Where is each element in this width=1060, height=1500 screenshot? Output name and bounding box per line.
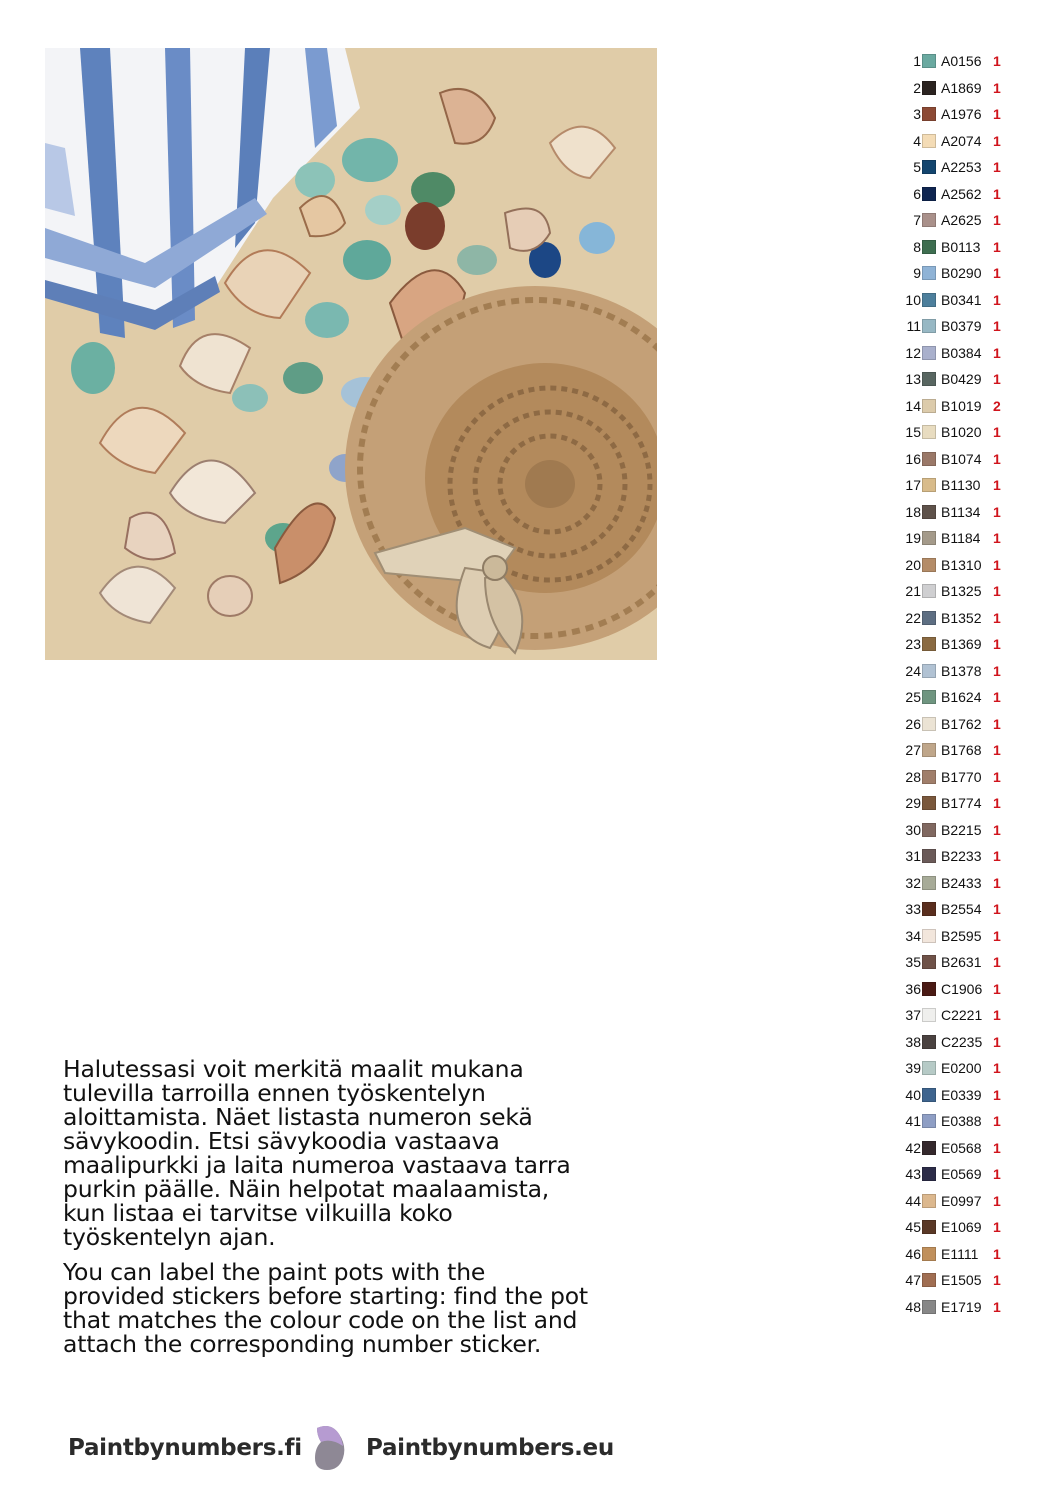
- palette-number: 23: [905, 636, 921, 653]
- palette-row: [896, 552, 1026, 579]
- palette-number: 18: [905, 503, 921, 520]
- palette-quantity: 1: [993, 1166, 1001, 1183]
- palette-swatch: [922, 187, 936, 201]
- palette-row: [896, 419, 1026, 446]
- palette-swatch: [922, 81, 936, 95]
- palette-quantity: 1: [993, 132, 1001, 149]
- palette-quantity: 1: [993, 503, 1001, 520]
- palette-swatch: [922, 240, 936, 254]
- palette-number: 14: [905, 397, 921, 414]
- palette-number: 28: [905, 768, 921, 785]
- brand-fi-link[interactable]: Paintbynumbers.fi: [68, 1435, 302, 1461]
- palette-swatch: [922, 107, 936, 121]
- palette-swatch: [922, 1247, 936, 1261]
- palette-quantity: 2: [993, 397, 1001, 414]
- palette-quantity: 1: [993, 1086, 1001, 1103]
- palette-quantity: 1: [993, 1192, 1001, 1209]
- palette-number: 24: [905, 662, 921, 679]
- instructions-english: You can label the paint pots with the provided stickers before starting: find the pot that matches the colour code on the list and attach the corresponding number sticker.: [63, 1258, 588, 1358]
- palette-quantity: 1: [993, 901, 1001, 918]
- palette-number: 37: [905, 1007, 921, 1024]
- palette-number: 9: [913, 265, 921, 282]
- palette-swatch: [922, 584, 936, 598]
- palette-code: A2625: [941, 212, 982, 229]
- palette-swatch: [922, 293, 936, 307]
- instructions: [63, 1057, 593, 1367]
- palette-code: E1505: [941, 1272, 982, 1289]
- artwork-preview-image: [45, 48, 657, 660]
- palette-code: C1906: [941, 980, 983, 997]
- palette-row: [896, 1294, 1026, 1321]
- palette-code: B0384: [941, 344, 982, 361]
- palette-swatch: [922, 505, 936, 519]
- palette-row: [896, 75, 1026, 102]
- palette-code: E1719: [941, 1298, 982, 1315]
- palette-quantity: 1: [993, 371, 1001, 388]
- palette-quantity: 1: [993, 980, 1001, 997]
- palette-number: 46: [905, 1245, 921, 1262]
- palette-code: B1020: [941, 424, 982, 441]
- palette-quantity: 1: [993, 79, 1001, 96]
- palette-code: B1134: [941, 503, 981, 520]
- palette-number: 5: [913, 159, 921, 176]
- palette-row: [896, 790, 1026, 817]
- palette-code: B1310: [941, 556, 982, 573]
- palette-row: [896, 843, 1026, 870]
- palette-quantity: 1: [993, 159, 1001, 176]
- palette-row: [896, 870, 1026, 897]
- palette-number: 34: [905, 927, 921, 944]
- palette-quantity: 1: [993, 1007, 1001, 1024]
- palette-number: 6: [913, 185, 921, 202]
- palette-quantity: 1: [993, 795, 1001, 812]
- palette-row: [896, 1002, 1026, 1029]
- palette-number: 13: [905, 371, 921, 388]
- palette-quantity: 1: [993, 185, 1001, 202]
- palette-number: 8: [913, 238, 921, 255]
- palette-number: 12: [905, 344, 921, 361]
- palette-quantity: 1: [993, 662, 1001, 679]
- palette-swatch: [922, 664, 936, 678]
- palette-row: [896, 154, 1026, 181]
- palette-number: 17: [905, 477, 921, 494]
- palette-swatch: [922, 1061, 936, 1075]
- palette-row: [896, 366, 1026, 393]
- palette-code: C2221: [941, 1007, 983, 1024]
- palette-code: E0388: [941, 1113, 982, 1130]
- palette-quantity: 1: [993, 424, 1001, 441]
- palette-number: 7: [913, 212, 921, 229]
- instructions-finnish: Halutessasi voit merkitä maalit mukana tulevilla tarroilla ennen työskentelyn aloittamista. Näet listasta numeron sekä sävykoodin. Etsi sävykoodia vastaava maalipurkki ja laita numeroa vastaava tarra purkin päälle. Näin helpotat maalaamista, kun listaa ei tarvitse vilkuilla koko työskentelyn ajan.: [63, 1055, 571, 1251]
- palette-row: [896, 207, 1026, 234]
- colour-palette-list: [896, 48, 1026, 1320]
- palette-number: 27: [905, 742, 921, 759]
- palette-row: [896, 976, 1026, 1003]
- palette-code: B2554: [941, 901, 982, 918]
- palette-swatch: [922, 213, 936, 227]
- palette-code: A2074: [941, 132, 982, 149]
- palette-quantity: 1: [993, 1245, 1001, 1262]
- palette-number: 43: [905, 1166, 921, 1183]
- palette-swatch: [922, 743, 936, 757]
- palette-row: [896, 1188, 1026, 1215]
- palette-number: 11: [906, 318, 921, 335]
- palette-code: B1019: [941, 397, 982, 414]
- palette-quantity: 1: [993, 583, 1001, 600]
- palette-code: B1762: [941, 715, 982, 732]
- palette-number: 15: [905, 424, 921, 441]
- palette-row: [896, 605, 1026, 632]
- palette-swatch: [922, 1114, 936, 1128]
- palette-row: [896, 1161, 1026, 1188]
- palette-number: 38: [905, 1033, 921, 1050]
- palette-swatch: [922, 1220, 936, 1234]
- palette-swatch: [922, 372, 936, 386]
- palette-quantity: 1: [993, 1113, 1001, 1130]
- palette-quantity: 1: [993, 53, 1001, 70]
- palette-swatch: [922, 319, 936, 333]
- palette-quantity: 1: [993, 768, 1001, 785]
- palette-number: 22: [905, 609, 921, 626]
- palette-code: B0379: [941, 318, 982, 335]
- brand-eu-link[interactable]: Paintbynumbers.eu: [366, 1435, 614, 1461]
- palette-number: 21: [905, 583, 921, 600]
- palette-quantity: 1: [993, 106, 1001, 123]
- palette-code: B2433: [941, 874, 982, 891]
- palette-quantity: 1: [993, 238, 1001, 255]
- palette-row: [896, 1267, 1026, 1294]
- palette-code: B1378: [941, 662, 982, 679]
- palette-code: E0200: [941, 1060, 982, 1077]
- palette-quantity: 1: [993, 636, 1001, 653]
- palette-code: A1869: [941, 79, 982, 96]
- palette-quantity: 1: [993, 742, 1001, 759]
- palette-row: [896, 181, 1026, 208]
- palette-row: [896, 684, 1026, 711]
- palette-swatch: [922, 637, 936, 651]
- palette-swatch: [922, 770, 936, 784]
- palette-number: 45: [905, 1219, 921, 1236]
- palette-row: [896, 446, 1026, 473]
- palette-code: E0568: [941, 1139, 982, 1156]
- palette-code: B2215: [941, 821, 982, 838]
- palette-code: E1111: [941, 1245, 979, 1262]
- palette-swatch: [922, 346, 936, 360]
- palette-number: 44: [905, 1192, 921, 1209]
- palette-row: [896, 472, 1026, 499]
- palette-number: 16: [905, 450, 921, 467]
- palette-swatch: [922, 1194, 936, 1208]
- palette-number: 42: [905, 1139, 921, 1156]
- palette-row: [896, 764, 1026, 791]
- palette-code: E0997: [941, 1192, 982, 1209]
- palette-row: [896, 1082, 1026, 1109]
- palette-quantity: 1: [993, 954, 1001, 971]
- palette-row: [896, 578, 1026, 605]
- palette-quantity: 1: [993, 450, 1001, 467]
- palette-quantity: 1: [993, 265, 1001, 282]
- palette-swatch: [922, 160, 936, 174]
- palette-row: [896, 896, 1026, 923]
- palette-swatch: [922, 399, 936, 413]
- palette-quantity: 1: [993, 689, 1001, 706]
- palette-swatch: [922, 982, 936, 996]
- palette-swatch: [922, 266, 936, 280]
- palette-code: B1074: [941, 450, 982, 467]
- palette-number: 31: [905, 848, 921, 865]
- palette-row: [896, 234, 1026, 261]
- palette-number: 48: [905, 1298, 921, 1315]
- palette-number: 35: [905, 954, 921, 971]
- palette-swatch: [922, 1035, 936, 1049]
- palette-number: 4: [913, 132, 921, 149]
- palette-number: 1: [913, 53, 921, 70]
- palette-quantity: 1: [993, 1139, 1001, 1156]
- palette-quantity: 1: [993, 1033, 1001, 1050]
- palette-swatch: [922, 955, 936, 969]
- palette-row: [896, 1055, 1026, 1082]
- palette-code: A2253: [941, 159, 982, 176]
- palette-swatch: [922, 1300, 936, 1314]
- palette-code: B1184: [941, 530, 981, 547]
- palette-code: B2631: [941, 954, 982, 971]
- palette-swatch: [922, 902, 936, 916]
- palette-swatch: [922, 478, 936, 492]
- palette-code: B2233: [941, 848, 982, 865]
- palette-number: 33: [905, 901, 921, 918]
- palette-number: 32: [905, 874, 921, 891]
- palette-swatch: [922, 796, 936, 810]
- palette-swatch: [922, 1088, 936, 1102]
- palette-number: 29: [905, 795, 921, 812]
- palette-code: B1325: [941, 583, 982, 600]
- palette-row: [896, 499, 1026, 526]
- palette-row: [896, 711, 1026, 738]
- palette-swatch: [922, 876, 936, 890]
- palette-number: 25: [905, 689, 921, 706]
- palette-code: A1976: [941, 106, 982, 123]
- palette-swatch: [922, 611, 936, 625]
- palette-code: B0290: [941, 265, 982, 282]
- palette-number: 3: [913, 106, 921, 123]
- palette-row: [896, 817, 1026, 844]
- palette-row: [896, 1214, 1026, 1241]
- palette-code: E0569: [941, 1166, 982, 1183]
- palette-number: 2: [913, 79, 921, 96]
- palette-row: [896, 101, 1026, 128]
- palette-row: [896, 260, 1026, 287]
- palette-quantity: 1: [993, 1060, 1001, 1077]
- palette-row: [896, 1135, 1026, 1162]
- palette-quantity: 1: [993, 291, 1001, 308]
- palette-code: B1369: [941, 636, 982, 653]
- palette-quantity: 1: [993, 344, 1001, 361]
- palette-swatch: [922, 717, 936, 731]
- palette-quantity: 1: [993, 556, 1001, 573]
- palette-number: 36: [905, 980, 921, 997]
- palette-quantity: 1: [993, 821, 1001, 838]
- palette-number: 41: [905, 1113, 921, 1130]
- palette-number: 26: [905, 715, 921, 732]
- palette-row: [896, 287, 1026, 314]
- palette-row: [896, 340, 1026, 367]
- palette-swatch: [922, 1273, 936, 1287]
- palette-row: [896, 313, 1026, 340]
- palette-code: A0156: [941, 53, 982, 70]
- palette-row: [896, 737, 1026, 764]
- palette-number: 19: [905, 530, 921, 547]
- palette-code: B0341: [941, 291, 982, 308]
- paint-drop-logo-icon: [309, 1424, 349, 1472]
- palette-code: B2595: [941, 927, 982, 944]
- footer: [0, 1420, 660, 1480]
- palette-quantity: 1: [993, 530, 1001, 547]
- palette-swatch: [922, 452, 936, 466]
- palette-quantity: 1: [993, 318, 1001, 335]
- palette-number: 30: [905, 821, 921, 838]
- palette-row: [896, 1241, 1026, 1268]
- palette-row: [896, 658, 1026, 685]
- palette-swatch: [922, 823, 936, 837]
- palette-code: B1768: [941, 742, 982, 759]
- palette-swatch: [922, 690, 936, 704]
- palette-row: [896, 128, 1026, 155]
- palette-swatch: [922, 54, 936, 68]
- palette-number: 10: [905, 291, 921, 308]
- palette-code: C2235: [941, 1033, 983, 1050]
- palette-swatch: [922, 558, 936, 572]
- palette-swatch: [922, 134, 936, 148]
- palette-quantity: 1: [993, 1272, 1001, 1289]
- palette-swatch: [922, 531, 936, 545]
- palette-quantity: 1: [993, 927, 1001, 944]
- palette-quantity: 1: [993, 1298, 1001, 1315]
- palette-code: B1774: [941, 795, 982, 812]
- palette-code: B1624: [941, 689, 982, 706]
- palette-quantity: 1: [993, 477, 1001, 494]
- palette-code: A2562: [941, 185, 982, 202]
- palette-swatch: [922, 1167, 936, 1181]
- palette-row: [896, 949, 1026, 976]
- palette-quantity: 1: [993, 1219, 1001, 1236]
- palette-quantity: 1: [993, 874, 1001, 891]
- palette-row: [896, 393, 1026, 420]
- palette-quantity: 1: [993, 212, 1001, 229]
- palette-swatch: [922, 425, 936, 439]
- palette-row: [896, 525, 1026, 552]
- palette-number: 47: [905, 1272, 921, 1289]
- palette-quantity: 1: [993, 848, 1001, 865]
- palette-swatch: [922, 1141, 936, 1155]
- palette-code: E1069: [941, 1219, 982, 1236]
- palette-swatch: [922, 849, 936, 863]
- palette-swatch: [922, 929, 936, 943]
- palette-code: B1770: [941, 768, 982, 785]
- palette-row: [896, 48, 1026, 75]
- palette-swatch: [922, 1008, 936, 1022]
- palette-number: 40: [905, 1086, 921, 1103]
- palette-code: B0429: [941, 371, 982, 388]
- palette-code: B1352: [941, 609, 982, 626]
- palette-number: 39: [905, 1060, 921, 1077]
- palette-row: [896, 923, 1026, 950]
- palette-quantity: 1: [993, 609, 1001, 626]
- palette-row: [896, 1029, 1026, 1056]
- palette-code: E0339: [941, 1086, 982, 1103]
- palette-row: [896, 631, 1026, 658]
- palette-number: 20: [905, 556, 921, 573]
- palette-row: [896, 1108, 1026, 1135]
- palette-quantity: 1: [993, 715, 1001, 732]
- palette-code: B1130: [941, 477, 981, 494]
- palette-code: B0113: [941, 238, 981, 255]
